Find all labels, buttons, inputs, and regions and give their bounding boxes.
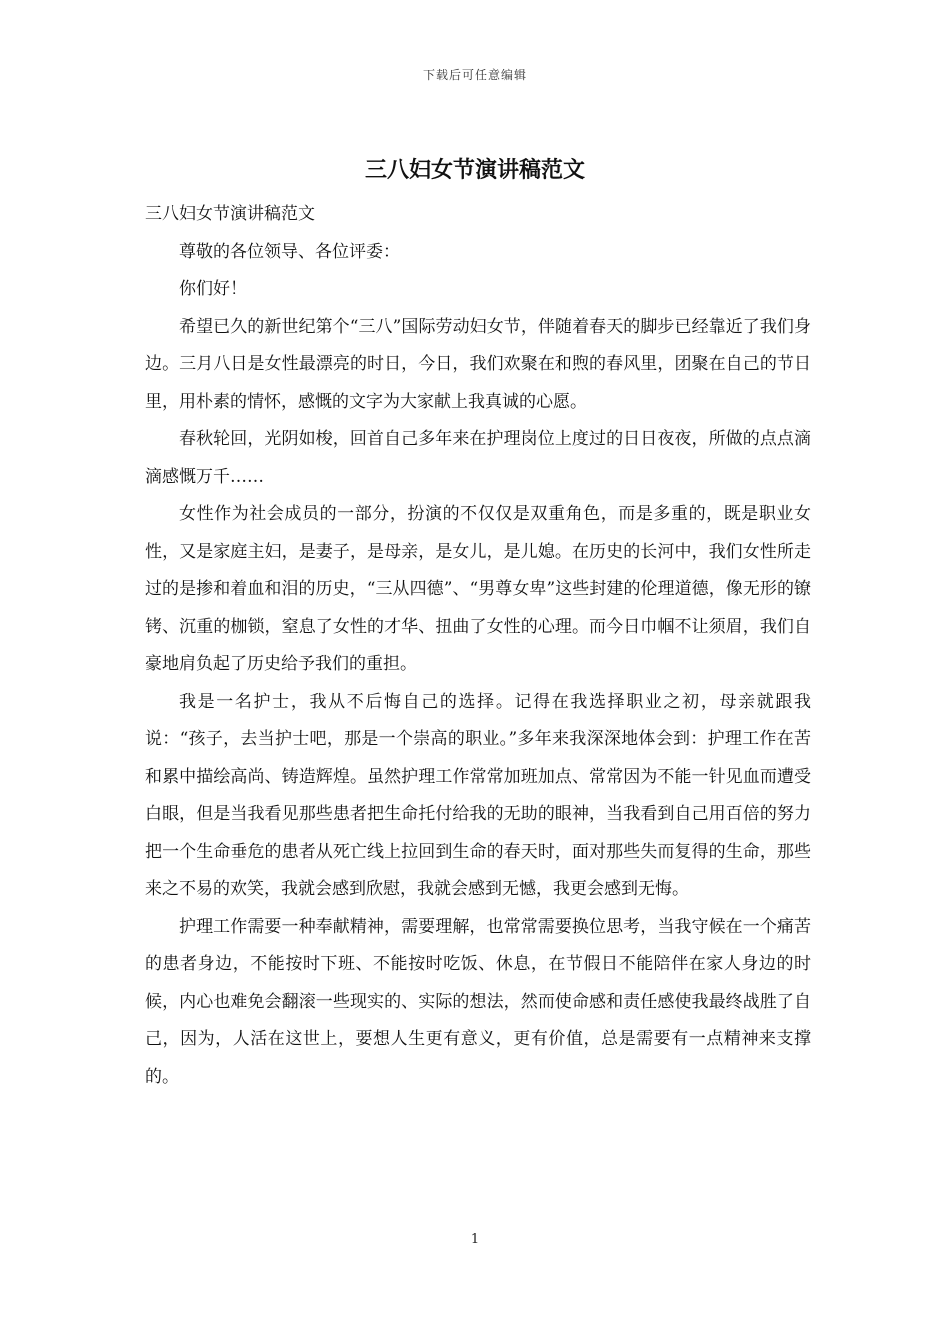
paragraph: 护理工作需要一种奉献精神，需要理解，也常常需要换位思考，当我守候在一个痛苦的患者身边，不能按时下班、不能按时吃饭、休息，在节假日不能陪伴在家人身边的时候，内心也难免会翻滚一些现实的、实际的想法，然而使命感和责任感使我最终战胜了自己，因为，人活在这世上，要想人生更有意义，更有价值，总是需要有一点精神来支撑的。 xyxy=(145,916,811,1087)
paragraph: 我是一名护士，我从不后悔自己的选择。记得在我选择职业之初，母亲就跟我说：“孩子，去当护士吧，那是一个崇高的职业。”多年来我深深地体会到：护理工作在苦和累中描绘高尚、铸造辉煌。虽然护理工作常常加班加点、常常因为不能一针见血而遭受白眼，但是当我看见那些患者把生命托付给我的无助的眼神，当我看到自己用百倍的努力把一个生命垂危的患者从死亡线上拉回到生命的春天时，面对那些失而复得的生命，那些来之不易的欢笑，我就会感到欣慰，我就会感到无憾，我更会感到无悔。 xyxy=(145,691,811,899)
page-number: 1 xyxy=(470,1232,480,1247)
paragraph: 春秋轮回，光阴如梭，回首自己多年来在护理岗位上度过的日日夜夜，所做的点点滴滴感慨万千…… xyxy=(145,429,811,487)
document-title: 三八妇女节演讲稿范文 xyxy=(364,157,585,183)
subtitle-line: 三八妇女节演讲稿范文 xyxy=(145,204,315,224)
paragraph: 女性作为社会成员的一部分，扮演的不仅仅是双重角色，而是多重的，既是职业女性，又是家庭主妇，是妻子，是母亲，是女儿，是儿媳。在历史的长河中，我们女性所走过的是掺和着血和泪的历史，“三从四德”、“男尊女卑”这些封建的伦理道德，像无形的镣铐、沉重的枷锁，窒息了女性的才华、扭曲了女性的心理。而今日巾帼不让须眉，我们自豪地肩负起了历史给予我们的重担。 xyxy=(145,504,811,674)
paragraph: 希望已久的新世纪第个“三八”国际劳动妇女节，伴随着春天的脚步已经靠近了我们身边。三月八日是女性最漂亮的时日，今日，我们欢聚在和煦的春风里，团聚在自己的节日里，用朴素的情怀，感慨的文字为大家献上我真诚的心愿。 xyxy=(145,316,811,412)
document-body xyxy=(145,196,811,1096)
header-note: 下载后可任意编辑 xyxy=(422,68,527,82)
greeting-line: 尊敬的各位领导、各位评委： xyxy=(179,241,400,262)
salutation-line: 你们好！ xyxy=(179,279,247,299)
